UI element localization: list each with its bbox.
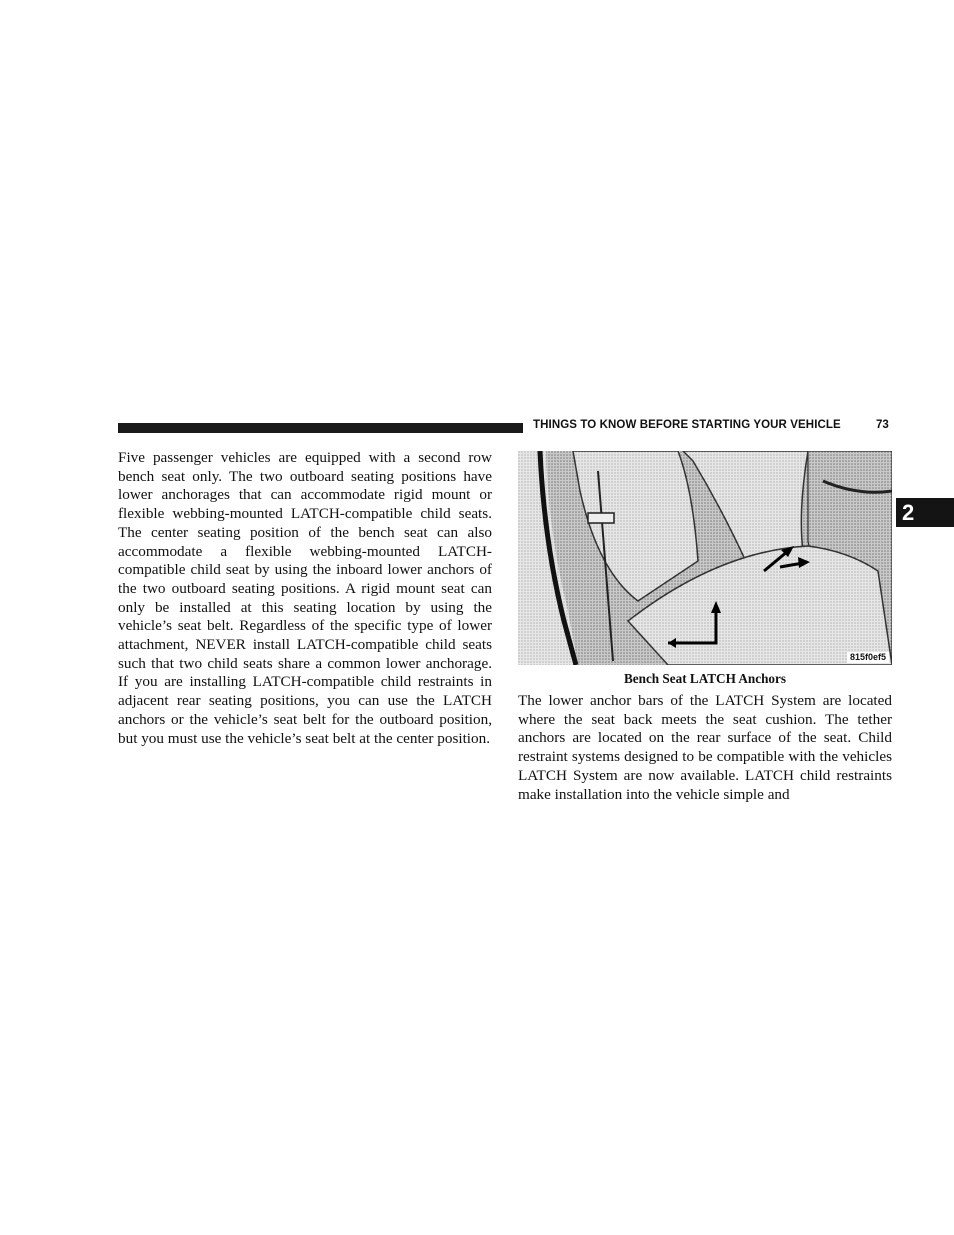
page-number: 73 <box>876 419 889 431</box>
figure-caption: Bench Seat LATCH Anchors <box>623 671 787 686</box>
figure-code: 815f0ef5 <box>847 652 889 663</box>
header-rule <box>118 423 523 433</box>
left-paragraph: Five passenger vehicles are equipped with a second row bench seat only. The two outboard seating positions have lower anchorages that can accommodate rigid mount or flexible webbing-mounted LATCH-compatible child seats. The center seating position of the bench seat can also accommodate a flexible webbing-mounted LATCH-compatible child seat by using the inboard lower anchors of the two outboard seating positions. A rigid mount seat can only be installed at this seating location by using the vehicle’s seat belt. Regardless of the specific type of lower attachment, NEVER install LATCH-compatible child seats such that two child seats share a common lower anchorage. If you are installing LATCH-compatible child restraints in adjacent rear seating positions, you can use the LATCH anchors or the vehicle’s seat belt for the outboard position, but you must use the vehicle’s seat belt at the center position. <box>118 449 492 747</box>
seat-latch-illustration <box>518 451 892 665</box>
chapter-number: 2 <box>902 499 915 525</box>
right-paragraph: The lower anchor bars of the LATCH System are located where the seat back meets the seat cushion. The tether anchors are located on the rear surface of the seat. Child restraint systems designed to be compatible with the vehicles LATCH System are now available. LATCH child restraints make installation into the vehicle simple and <box>518 692 892 803</box>
illustration-drawing <box>518 451 892 665</box>
running-header-title: THINGS TO KNOW BEFORE STARTING YOUR VEHICLE <box>533 419 841 431</box>
right-column <box>518 692 892 804</box>
left-column <box>118 449 492 748</box>
chapter-tab <box>896 498 954 527</box>
